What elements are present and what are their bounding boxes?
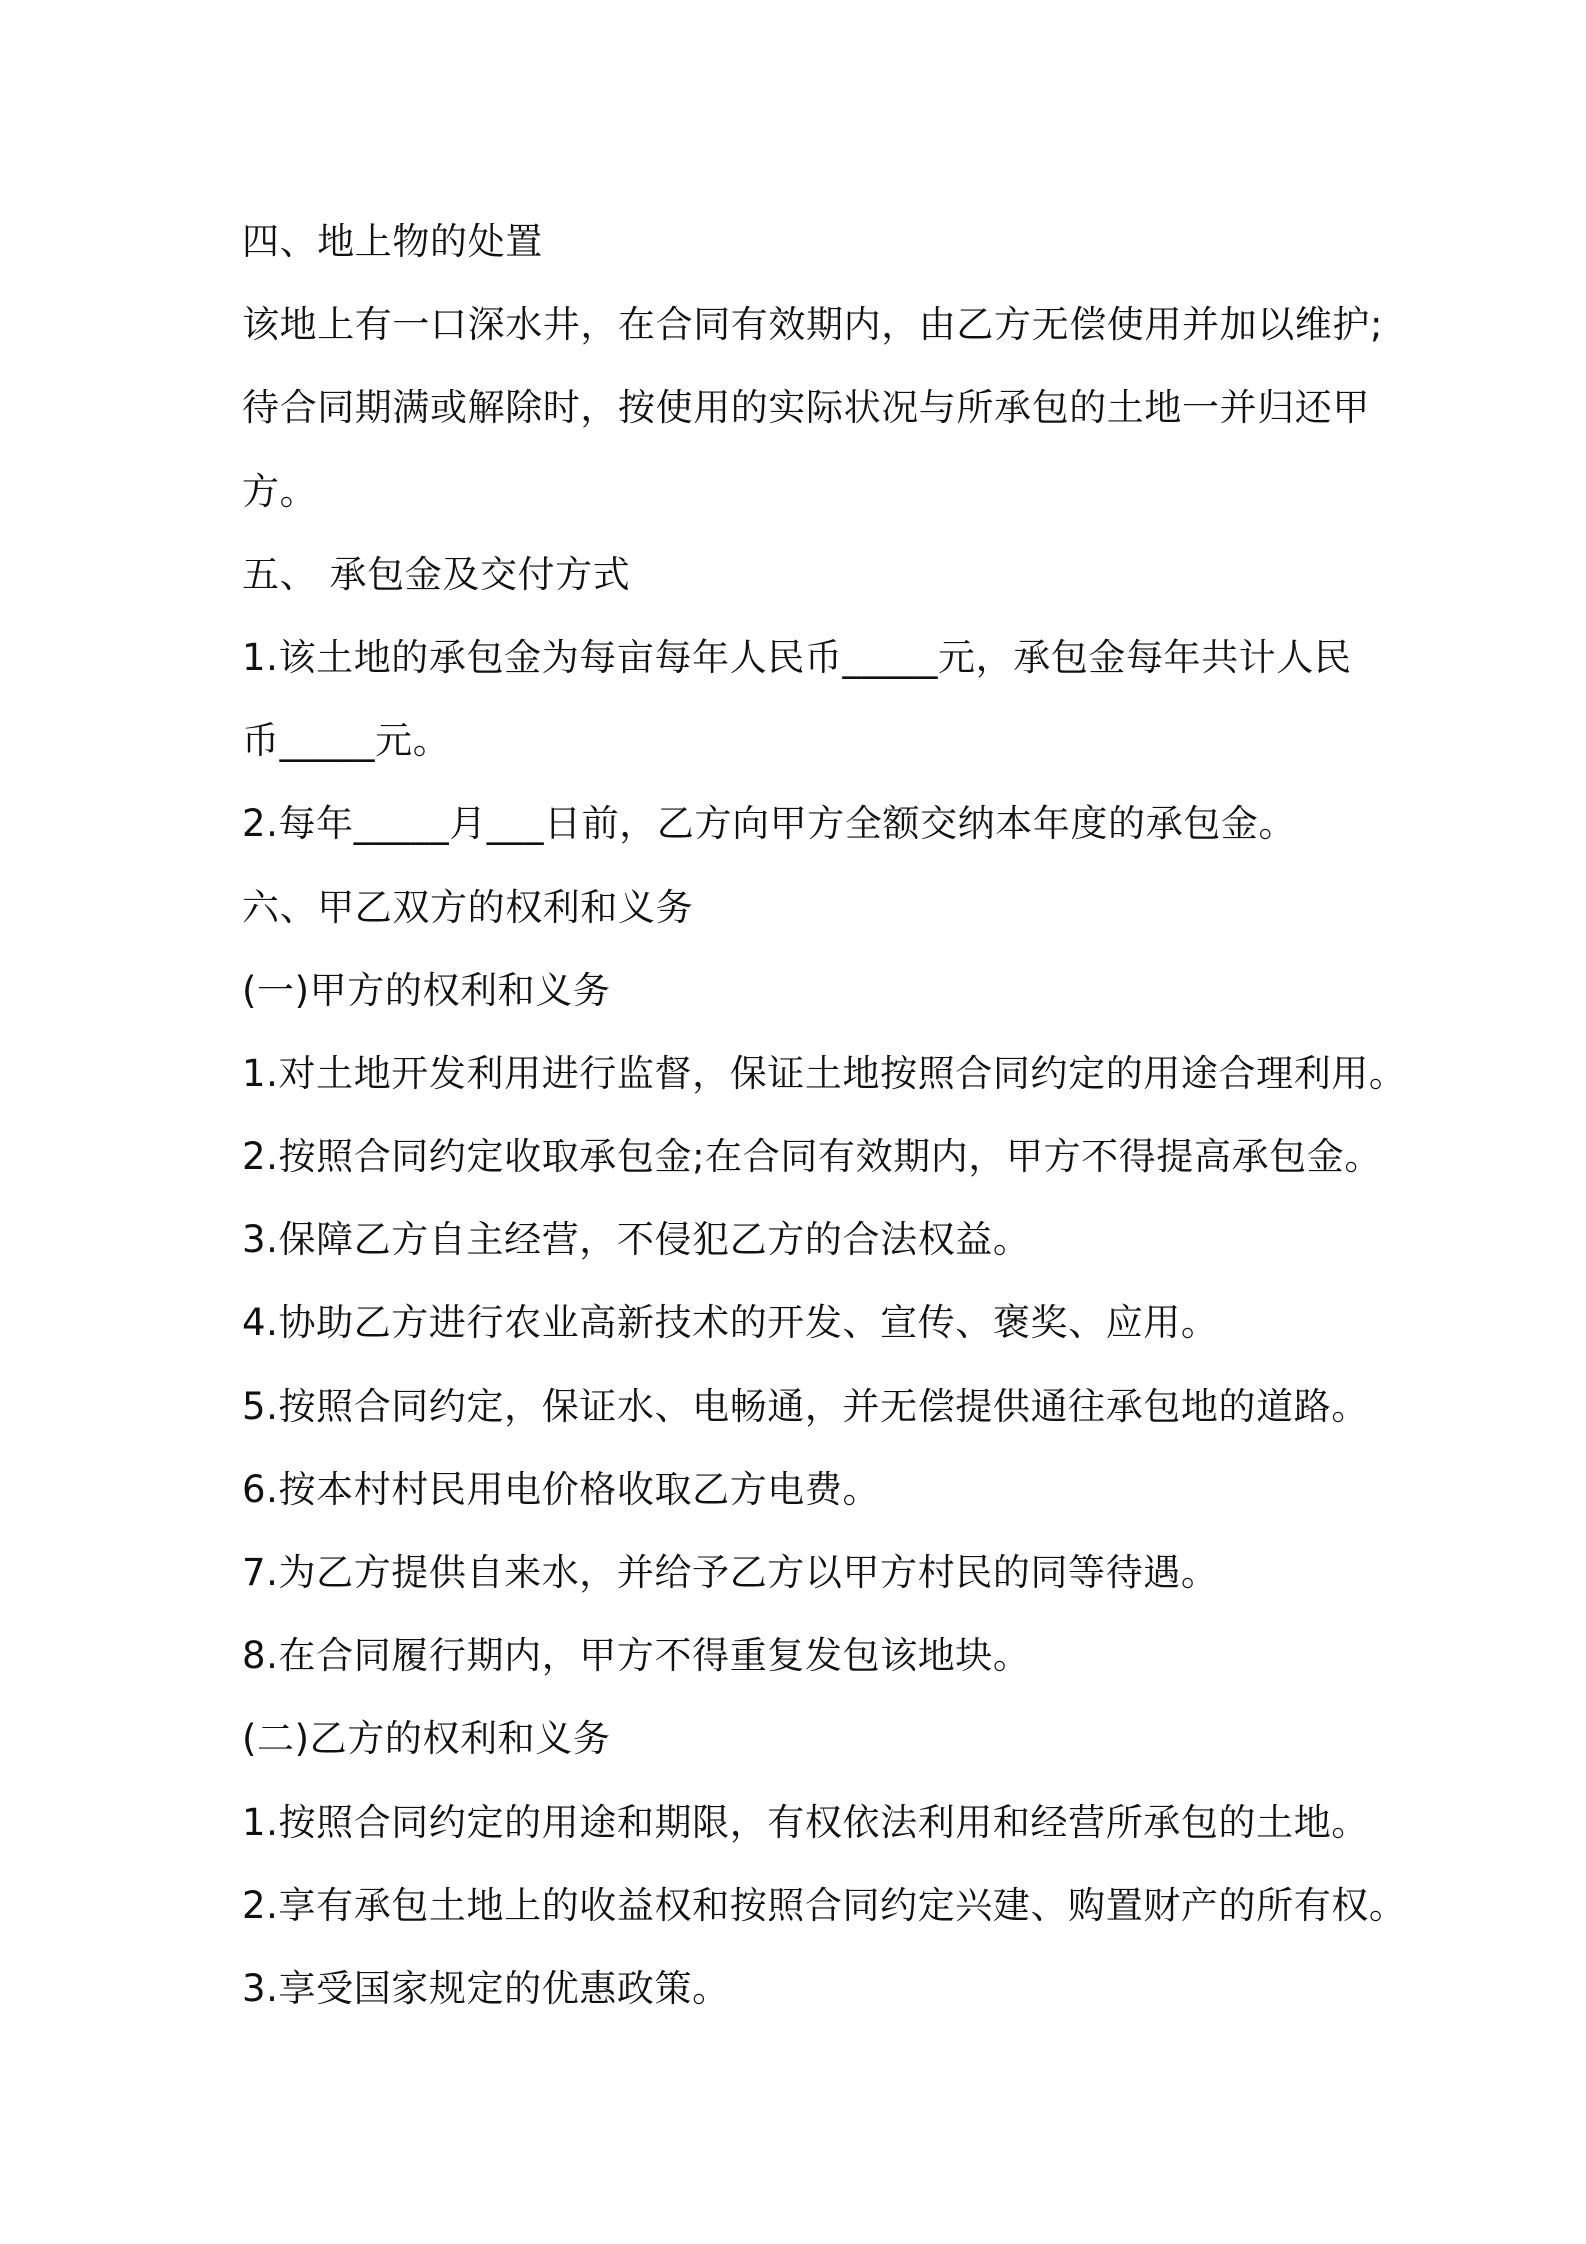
clause-line: 1.对土地开发利用进行监督，保证土地按照合同约定的用途合理利用。 [242, 1051, 1407, 1095]
clause-line: 2.按照合同约定收取承包金;在合同有效期内，甲方不得提高承包金。 [242, 1135, 1382, 1179]
subsection-heading-party-b: (二)乙方的权利和义务 [242, 1717, 611, 1761]
section-heading-6: 六、甲乙双方的权利和义务 [242, 885, 694, 929]
clause-line: 2.享有承包土地上的收益权和按照合同约定兴建、购置财产的所有权。 [242, 1883, 1407, 1927]
paragraph-line: 待合同期满或解除时，按使用的实际状况与所承包的土地一并归还甲 [242, 386, 1370, 430]
clause-line: 8.在合同履行期内，甲方不得重复发包该地块。 [242, 1634, 1031, 1678]
document-page [242, 200, 1407, 2030]
clause-line: 3.享受国家规定的优惠政策。 [242, 1966, 730, 2010]
paragraph-line: 方。 [242, 469, 318, 513]
clause-line: 1.按照合同约定的用途和期限，有权依法利用和经营所承包的土地。 [242, 1800, 1369, 1844]
section-heading-4: 四、地上物的处置 [242, 220, 543, 263]
clause-line: 2.每年_____月___日前，乙方向甲方全额交纳本年度的承包金。 [242, 802, 1297, 846]
paragraph-line: 该地上有一口深水井，在合同有效期内，由乙方无偿使用并加以维护; [242, 303, 1384, 347]
clause-line: 4.协助乙方进行农业高新技术的开发、宣传、褒奖、应用。 [242, 1301, 1219, 1345]
subsection-heading-party-a: (一)甲方的权利和义务 [242, 968, 611, 1012]
clause-line: 5.按照合同约定，保证水、电畅通，并无偿提供通往承包地的道路。 [242, 1384, 1369, 1428]
clause-line: 3.保障乙方自主经营，不侵犯乙方的合法权益。 [242, 1218, 1031, 1262]
clause-line: 6.按本村村民用电价格收取乙方电费。 [242, 1467, 881, 1511]
clause-line: 7.为乙方提供自来水，并给予乙方以甲方村民的同等待遇。 [242, 1551, 1219, 1594]
clause-line: 1.该土地的承包金为每亩每年人民币_____元，承包金每年共计人民 [242, 635, 1352, 679]
clause-line: 币_____元。 [242, 719, 451, 763]
section-heading-5: 五、 承包金及交付方式 [242, 552, 631, 596]
